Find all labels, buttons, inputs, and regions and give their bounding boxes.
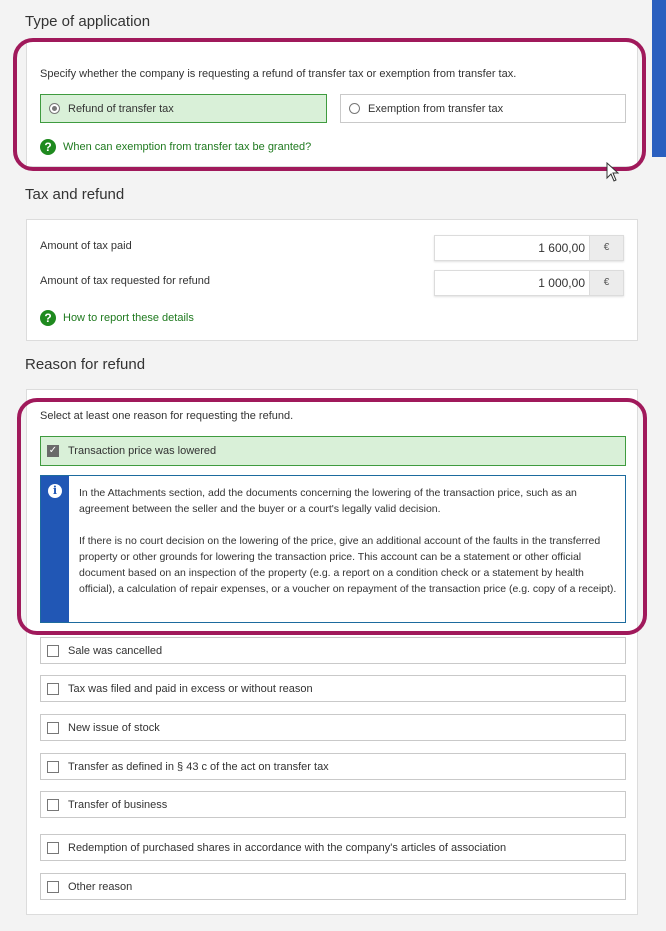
checkbox-icon xyxy=(47,683,59,695)
section-title-type: Type of application xyxy=(25,13,151,30)
tax-refund-value: 1 000,00 xyxy=(435,271,589,295)
mouse-cursor-icon xyxy=(606,162,620,182)
reason-option-label: New issue of stock xyxy=(68,721,160,734)
option-exemption[interactable] xyxy=(340,94,626,123)
tax-paid-currency: € xyxy=(589,236,623,260)
reason-option-label: Transfer of business xyxy=(68,798,168,811)
reason-transfer-business[interactable] xyxy=(40,791,626,818)
tax-paid-field[interactable] xyxy=(434,235,624,261)
report-help-link[interactable] xyxy=(40,310,194,326)
reason-lowered-label: Transaction price was lowered xyxy=(68,445,217,457)
reason-transfer-43c[interactable] xyxy=(40,753,626,780)
tax-card xyxy=(26,219,638,341)
info-strip xyxy=(41,476,69,622)
info-icon: i xyxy=(48,484,62,498)
section-title-reason: Reason for refund xyxy=(25,356,146,373)
reason-option-label: Redemption of purchased shares in accordance with the company's articles of association xyxy=(68,841,507,854)
checkbox-checked-icon: ✓ xyxy=(48,445,58,456)
tax-refund-currency: € xyxy=(589,271,623,295)
report-help-text: How to report these details xyxy=(63,312,194,324)
checkbox-icon xyxy=(47,881,59,893)
info-box xyxy=(40,475,626,623)
checkbox-icon xyxy=(47,761,59,773)
reason-option-label: Tax was filed and paid in excess or without reason xyxy=(68,682,313,695)
info-paragraph-2: If there is no court decision on the lowering of the price, give an additional account of the faults in the transferred property or other grounds for lowering the transaction price. This account can be a statement or other official document based on an inspection of the property (e.g. a report on a condition check or a statement by health official), a calculation of repair expenses, or a voucher on repayment of the transaction price (e.g. copy of a receipt). xyxy=(79,535,617,595)
reason-option-label: Other reason xyxy=(68,880,133,893)
reason-lowered[interactable] xyxy=(40,436,626,466)
reason-option-label: Sale was cancelled xyxy=(68,644,163,657)
option-exemption-label: Exemption from transfer tax xyxy=(368,102,504,115)
scrollbar-thumb[interactable] xyxy=(652,0,666,157)
info-text xyxy=(79,485,617,613)
reason-tax-excess[interactable] xyxy=(40,675,626,702)
option-refund[interactable] xyxy=(40,94,327,123)
question-icon: ? xyxy=(40,139,56,155)
tax-refund-field[interactable] xyxy=(434,270,624,296)
reason-other[interactable] xyxy=(40,873,626,900)
checkbox-icon xyxy=(47,722,59,734)
reason-sale-cancelled[interactable] xyxy=(40,637,626,664)
exemption-help-link[interactable] xyxy=(40,139,311,155)
reason-new-issue[interactable] xyxy=(40,714,626,741)
tax-paid-value: 1 600,00 xyxy=(435,236,589,260)
tax-refund-label: Amount of tax requested for refund xyxy=(40,275,210,287)
tax-paid-label: Amount of tax paid xyxy=(40,240,132,252)
question-icon: ? xyxy=(40,310,56,326)
reason-intro: Select at least one reason for requesting the refund. xyxy=(40,410,294,422)
type-card xyxy=(26,41,638,167)
reason-redemption[interactable] xyxy=(40,834,626,861)
radio-on-icon xyxy=(49,103,60,114)
type-intro: Specify whether the company is requesting a refund of transfer tax or exemption from transfer tax. xyxy=(40,68,517,80)
info-paragraph-1: In the Attachments section, add the documents concerning the lowering of the transaction price, such as an agreement between the seller and the buyer or a court's legally valid decision. xyxy=(79,487,577,515)
reason-card xyxy=(26,389,638,915)
checkbox-icon xyxy=(47,645,59,657)
reason-option-label: Transfer as defined in § 43 c of the act on transfer tax xyxy=(68,760,329,773)
exemption-help-text: When can exemption from transfer tax be granted? xyxy=(63,141,312,153)
section-title-tax: Tax and refund xyxy=(25,186,125,203)
checkbox-icon xyxy=(47,799,59,811)
option-refund-label: Refund of transfer tax xyxy=(68,102,174,115)
checkbox-icon xyxy=(47,842,59,854)
radio-off-icon xyxy=(349,103,360,114)
